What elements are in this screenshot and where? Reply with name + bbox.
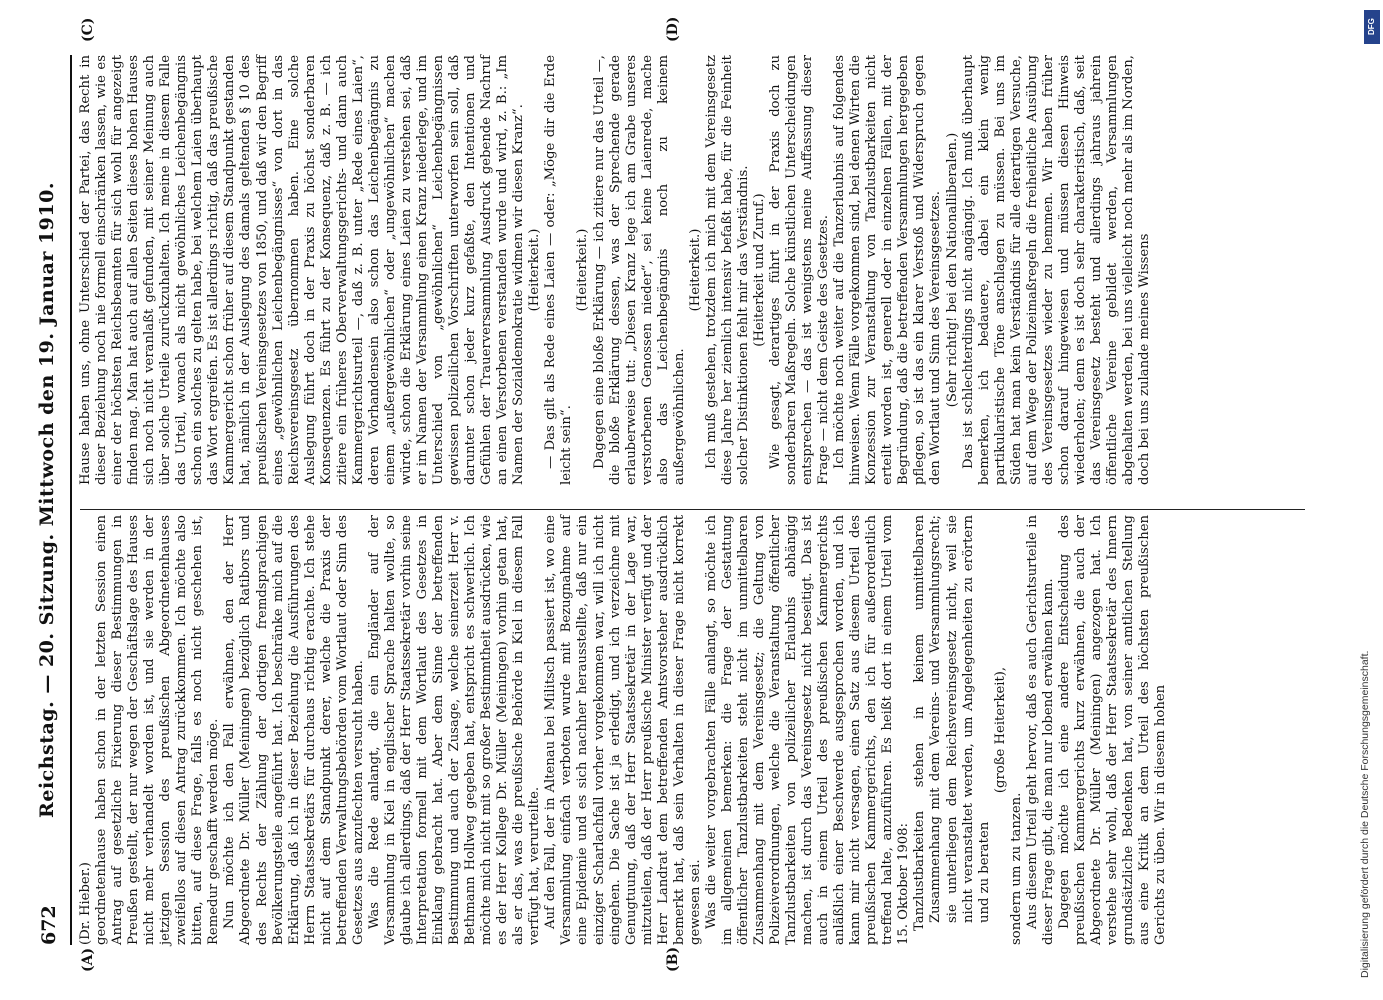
quotation: Tanzlustbarkeiten stehen in keinem unmittelbaren Zusammenhang mit dem Vereins- und Versammlungsrecht; sie unterliegen dem Reichsvereinsgesetz nicht, weil sie nicht veranstaltet werden, um Angelegenheiten zu erörtern und zu beraten [912,515,992,931]
dfg-logo: DFG [1364,10,1380,44]
interjection: (Sehr richtig! bei den Nationalliberalen.) [944,132,960,408]
paragraph: Nun möchte ich den Fall erwähnen, den der Herr Abgeordnete Dr. Müller (Meiningen) bezüglich Ratibors und des Rechts der Zählung der dortigen fremdsprachigen Bevölkerungsteile angeführt hat. Ich beschränke mich auf die Erklärung, daß ich in dieser Beziehung die Ausführungen des Herrn Staatssekretärs für durchaus richtig erachte. Ich stehe nicht auf dem Standpunkt derer, welche die Praxis der betreffenden Verwaltungsbehörden vom Wortlaut oder Sinn des Gesetzes aus anzufechten versucht haben. [222,515,366,945]
paragraph: Aus diesem Urteil geht hervor, daß es auch Gerichtsurteile in dieser Frage gibt, die man nur lobend erwähnen kann. [1024,515,1056,945]
paragraph: Hause haben uns, ohne Unterschied der Partei, das Recht in dieser Beziehung noch nie formell einschränken lassen, wie es einer der höchsten Reichsbeamten für sich wohl für angezeigt finden mag. Man hat auch auf allen Seiten dieses hohen Hauses sich noch nicht veranlaßt gefunden, mit seiner Meinung auch über solche Urteile zurückzuhalten. Ich meine in diesem Falle das Urteil, wonach als nicht gewöhnliches Leichenbegängnis schon ein solches zu gelten habe, bei welchem Laien überhaupt das Wort ergreifen. Es ist allerdings richtig, daß das preußische Kammergericht schon früher auf diesem Standpunkt gestanden hat, nämlich in der Auslegung des damals geltenden § 10 des preußischen Vereinsgesetzes von 1850, und daß wir den Begriff eines „gewöhnlichen Leichenbegängnisses“ von dort in das Reichsvereinsgesetz übernommen haben. Eine solche Auslegung führt doch in der Praxis zu höchst sonderbaren Konsequenzen. Es führt zu der Konsequenz, daß z. B. — ich zitiere ein früheres Oberverwaltungsgerichts- und dann auch Kammergerichtsurteil —, daß z. B. unter „Rede eines Laien“, deren Vorhandensein also schon das Leichenbegängnis zu einem „außergewöhnlichen“ oder „ungewöhnlichen“ machen würde, schon die Erklärung eines Laien zu verstehen sei, daß er im Namen der Versammlung einen Kranz niederlege, und im Unterschied von „gewöhnlichen“ Leichenbegängnissen gewissen polizeilichen Vorschriften unterworfen sein soll, daß darunter schon jeder kurz gefaßte, den Intentionen und Gefühlen der Trauerversammlung Ausdruck gebende Nachruf an einen Verstorbenen verstanden wurde und wird, z. B.: „Im Namen der Sozialdemokratie widmen wir diesen Kranz“. [78,55,527,485]
interjection: (Heiterkeit.) [527,228,543,312]
page-header [30,55,72,945]
paragraph: Auf den Fall, der in Altenau bei Militsch passiert ist, wo eine Versammlung einfach verboten wurde mit Bezugnahme auf eine Epidemie und es sich nachher herausstellte, daß nur ein einziger Scharlachfall vorher vorgekommen war, will ich nicht eingehen. Die Sache ist ja erledigt, und ich verzeichne mit Genugtuung, daß der Herr Staatssekretär in der Lage war, mitzuteilen, daß der Herr preußische Minister verfügt und der Herr Landrat dem betreffenden Amtsvorsteher ausdrücklich bemerkt hat, daß sein Verhalten in dieser Frage nicht korrekt gewesen sei. [543,515,703,945]
page-number: 672 [38,905,60,945]
paragraph: Ich möchte noch weiter auf die Tanzerlaubnis auf folgendes hinweisen. Wenn Fälle vorgekommen sind, bei denen Wirten die Konzession zur Veranstaltung von Tanzlustbarkeiten nicht erteilt worden ist, generell oder in einzelnen Fällen, mit der Begründung, daß die betreffenden Versammlungen hergegeben pflegen, so ist das ein klarer Verstoß und Widerspruch gegen den Wortlaut und Sinn des Vereinsgesetzes. [832,55,944,485]
speaker-note: (Dr. Hieber.) [78,862,93,945]
margin-marker-d: (D) [665,16,681,42]
paragraph: Das ist schlechterdings nicht angängig. Ich muß überhaupt bemerken, ich bedauere, dabei ein klein wenig partikularistische Töne anschlagen zu müssen. Bei uns im Süden hat man kein Verständnis für alle derartigen Versuche, auf dem Wege der Polizeimaßregeln die freiheitliche Ausübung des Vereinsgesetzes wieder zu hemmen. Wir haben früher schon darauf hingewiesen und müssen diesen Hinweis wiederholen; denn es ist doch sehr charakteristisch, daß, seit das Vereinsgesetz besteht und allerdings jahraus jahrein öffentliche Vereine gebildet werden, Versammlungen abgehalten werden, bei uns vielleicht noch mehr als im Norden, doch bei uns zulande meines Wissens [960,55,1153,485]
column-divider [80,509,1305,510]
header-title-wrap [36,55,58,945]
paragraph: Dagegen möchte ich eine andere Entscheidung des preußischen Kammergerichts kurz erwähnen, die auch der Abgeordnete Dr. Müller (Meiningen) angezogen hat. Ich verstehe sehr wohl, daß der Herr Staatssekretär des Innern grundsätzliche Bedenken hat, von seiner amtlichen Stellung aus eine Kritik an dem Urteil des höchsten preußischen Gerichts zu üben. Wir in diesem hohen [1056,515,1169,945]
paragraph: — Das gilt als Rede eines Laien — oder: „Möge dir die Erde leicht sein“. [543,55,575,485]
paragraph: Dagegen eine bloße Erklärung — ich zitiere nur das Urteil —, die bloße Erklärung dessen, was der Sprechende gerade erlauberweise tut: „Diesen Kranz lege ich am Grabe unseres verstorbenen Genossen nieder“, sei keine Laienrede, mache also das Leichenbegängnis noch zu keinem außergewöhnlichen. [591,55,687,485]
margin-marker-a: (A) [80,947,96,972]
interjection: (Heiterkeit.) [575,228,591,312]
margin-marker-c: (C) [80,17,96,42]
paragraph: Was die Rede anlangt, die ein Engländer auf der Versammlung in Kiel in englischer Sprache halten wollte, so glaube ich allerdings, daß der Herr Staatssekretär vorhin seine Interpretation formell mit dem Wortlaut des Gesetzes in Einklang gebracht hat. Aber dem Sinne der betreffenden Bestimmung und auch der Zusage, welche seinerzeit Herr v. Bethmann Hollweg gegeben hat, entspricht es schwerlich. Ich möchte mich nicht mit so großer Bestimmtheit ausdrücken, wie es der Herr Kollege Dr. Müller (Meiningen) vorhin getan hat, als er das, was die preußische Behörde in Kiel in diesem Fall verfügt hat, verurteilte. [366,515,543,945]
paragraph: Was die weiter vorgebrachten Fälle anlangt, so möchte ich im allgemeinen bemerken: die Frage der Gestattung öffentlicher Tanzlustbarkeiten steht nicht im unmittelbaren Zusammenhang mit dem Vereinsgesetz; die Geltung von Polizeiverordnungen, welche die Veranstaltung öffentlicher Tanzlustbarkeiten von polizeilicher Erlaubnis abhängig machen, ist durch das Vereinsgesetz nicht beseitigt. Das ist auch in einem Urteil des preußischen Kammergerichts anläßlich einer Beschwerde ausgesprochen worden, und ich kann mir nicht versagen, einen Satz aus diesem Urteil des preußischen Kammergerichts, den ich für außerordentlich treffend halte, anzuführen. Es heißt dort in einem Urteil vom 15. Oktober 1908: [703,515,912,945]
margin-marker-b: (B) [665,946,681,972]
interjection: (Heiterkeit und Zuruf.) [751,193,767,347]
interjection: (große Heiterkeit), [992,666,1008,794]
footer-credit-text: Digitalisierung gefördert durch die Deutsche Forschungsgemeinschaft. [1359,650,1371,978]
paragraph: geordnetenhause haben schon in der letzten Session einen Antrag auf gesetzliche Fixierung dieser Bestimmungen in Preußen gestellt, der nur wegen der Geschäftslage des Hauses nicht mehr verhandelt worden ist, und sie werden in der jetzigen Session des preußischen Abgeordnetenhauses zweifellos auf diesen Antrag zurückkommen. Ich möchte also bitten, auf diese Frage, falls es noch nicht geschehen ist, Remedur geschafft werden möge. [94,515,222,945]
footer-credit [1355,18,1377,978]
paragraph: Ich muß gestehen, trotzdem ich mich mit dem Vereinsgesetz diese Jahre her ziemlich intensiv befaßt habe, für die Feinheit solcher Distinktionen fehlt mir das Verständnis. [703,55,751,485]
interjection: (Heiterkeit.) [687,228,703,312]
right-column [78,55,1153,485]
left-column [78,515,1169,945]
paragraph: Wie gesagt, derartiges führt in der Praxis doch zu sonderbaren Maßregeln. Solche künstlichen Unterscheidungen entsprechen — das ist wenigstens meine Auffassung dieser Frage — nicht dem Geiste des Gesetzes. [768,55,832,485]
paragraph: sondern um zu tanzen. [1008,792,1024,945]
header-title: Reichstag. — 20. Sitzung. Mittwoch den 19. Januar 1910. [36,182,58,818]
